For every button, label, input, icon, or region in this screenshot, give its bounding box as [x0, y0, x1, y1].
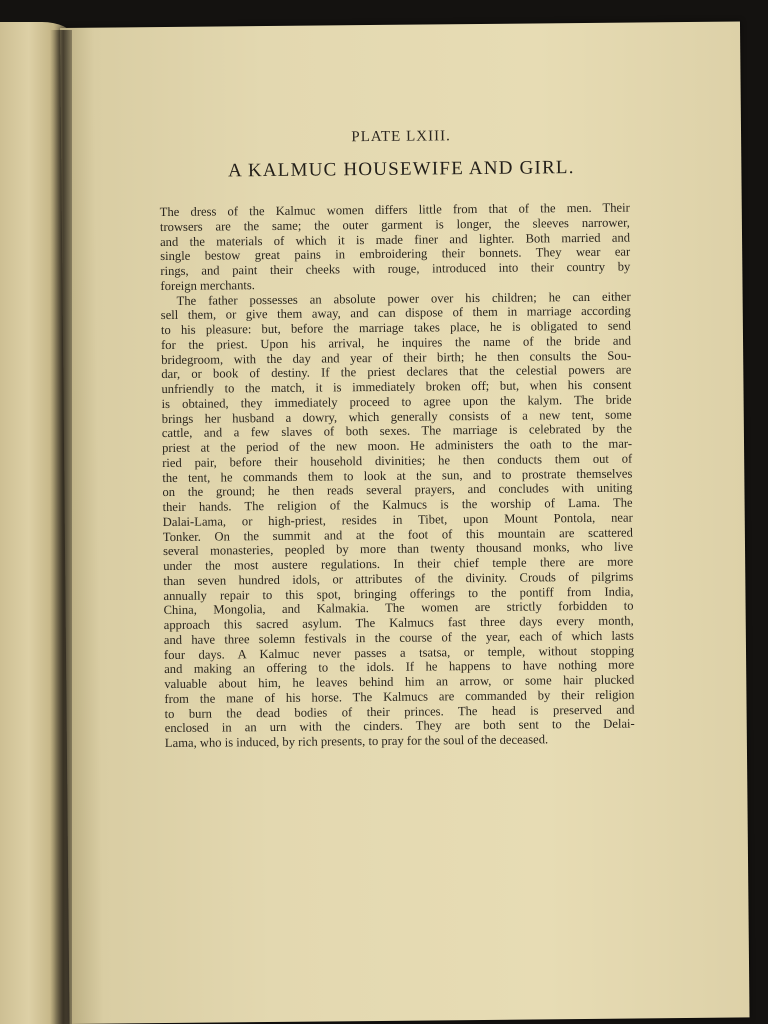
text-line: several monasteries, peopled by more than twenty thousand monks, who live — [162, 539, 634, 559]
text-line: cattle, and a few slaves of both sexes. The marriage is celebrated by the — [161, 421, 632, 441]
text-line: four days. A Kalmuc never passes a tsatsa, or temple, without stopping — [163, 643, 635, 662]
paragraph — [161, 289, 635, 751]
plate-title: A KALMUC HOUSEWIFE AND GIRL. — [227, 157, 575, 182]
text-line: single bestow great pains in embroidering their bonnets. They wear ear — [160, 244, 631, 264]
text-line: and the materials of which it is made finer and lighter. Both married and — [159, 230, 631, 249]
text-line: trowsers are the same; the outer garment is longer, the sleeves narrower, — [159, 215, 630, 234]
text-line: sell them, or give them away, and can dispose of them in marriage according — [160, 303, 631, 323]
text-line: and have three solemn festivals in the course of the year, each of which lasts — [163, 628, 634, 647]
text-line: annually repair to this spot, bringing offerings to the pontiff from India, — [163, 584, 634, 603]
plate-number: PLATE LXIII. — [351, 128, 451, 146]
text-line: unfriendly to the match, it is immediately broken off; but, when his consent — [161, 377, 632, 397]
text-line: Lama, who is induced, by rich presents, to pray for the soul of the deceased. — [164, 732, 549, 751]
text-line: to burn the dead bodies of their princes. The head is preserved and — [164, 702, 635, 721]
text-line: China, Mongolia, and Kalmakia. The women are strictly forbidden to — [163, 598, 634, 618]
text-line: enclosed in an urn with the cinders. They are both sent to the Delai- — [164, 716, 635, 736]
paragraph — [160, 201, 631, 294]
text-line: bridegroom, with the day and year of their birth; he then consults the Sou- — [161, 348, 632, 367]
page — [60, 21, 750, 1023]
text-line: Dalai-Lama, or high-priest, resides in Tibet, upon Mount Pontola, near — [162, 510, 633, 529]
text-line: The father possesses an absolute power over his children; he can either — [176, 289, 631, 308]
text-line: their hands. The religion of the Kalmucs is the worship of Lama. The — [162, 495, 633, 515]
body-text — [160, 201, 635, 751]
text-line: ried pair, before their household divinities; he then conducts them out of — [162, 451, 633, 470]
text-line: The dress of the Kalmuc women differs little from that of the men. Their — [159, 200, 630, 220]
text-line: the tent, he commands them to look at the sun, and to prostrate themselves — [162, 466, 633, 485]
text-line: on the ground; he then reads several prayers, and concludes with uniting — [162, 480, 633, 500]
text-line: for the priest. Upon his arrival, he inquires the name of the bride and — [160, 333, 632, 352]
text-line: approach this sacred asylum. The Kalmucs fast three days every month, — [163, 613, 634, 633]
text-line: is obtained, they immediately proceed to agree upon the kalym. The bride — [161, 392, 632, 411]
text-line: brings her husband a dowry, which generally consists of a new tent, some — [161, 407, 632, 426]
text-line: from the mane of his horse. The Kalmucs are commanded by their religion — [164, 687, 635, 706]
text-line: rings, and paint their cheeks with rouge, introduced into their country by — [160, 259, 631, 279]
text-line: and making an offering to the idols. If he happens to have nothing more — [164, 657, 635, 677]
text-line: than seven hundred idols, or attributes of the divinity. Crouds of pilgrims — [163, 569, 634, 588]
text-line: under the most austere regulations. In their chief temple there are more — [163, 554, 634, 574]
book-gutter-shadow — [50, 30, 72, 1024]
text-line: to his pleasure: but, before the marriage takes place, he is obligated to send — [160, 318, 631, 338]
text-line: dar, or book of destiny. If the priest declares that the celestial powers are — [161, 362, 632, 382]
text-line: foreign merchants. — [160, 277, 255, 293]
text-line: priest at the period of the new moon. He administers the oath to the mar- — [161, 436, 633, 456]
text-line: Tonker. On the summit and at the foot of this mountain are scattered — [162, 525, 633, 544]
text-line: valuable about him, he leaves behind him an arrow, or some hair plucked — [164, 672, 635, 692]
